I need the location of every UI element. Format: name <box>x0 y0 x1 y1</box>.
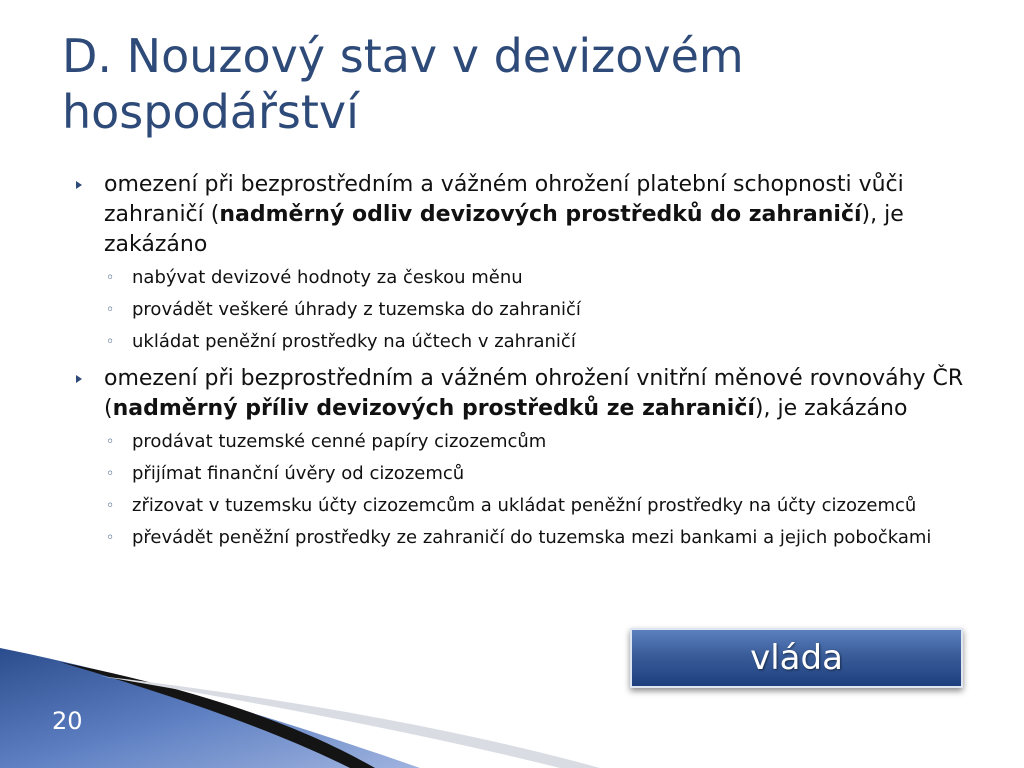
ring-bullet-icon: ◦ <box>106 530 115 546</box>
sub-item-text: přijímat finanční úvěry od cizozemců <box>132 463 465 484</box>
ring-bullet-icon: ◦ <box>106 334 115 350</box>
sub-item-text: prodávat tuzemské cenné papíry cizozemcům <box>132 431 547 452</box>
ring-bullet-icon: ◦ <box>106 270 115 286</box>
sub-item-text: ukládat peněžní prostředky na účtech v zahraničí <box>132 331 576 352</box>
bullet-text-start: omezení při bezprostředním a vážném ohrožení vnitřní měnové rovnováhy ČR ( <box>104 366 964 421</box>
bullet-text-end: ), je zakázáno <box>754 396 908 421</box>
sub-item-text: zřizovat v tuzemsku účty cizozemcům a ukládat peněžní prostředky na účty cizozemců <box>132 495 917 516</box>
ring-bullet-icon: ◦ <box>106 498 115 514</box>
sub-item-text: převádět peněžní prostředky ze zahraničí do tuzemska mezi bankami a jejich pobočkami <box>132 527 932 548</box>
vlada-button[interactable]: vláda <box>630 628 963 688</box>
sub-item-text: provádět veškeré úhrady z tuzemska do zahraničí <box>132 299 581 320</box>
page-number: 20 <box>52 707 83 735</box>
bullet-text-bold: nadměrný příliv devizových prostředků ze zahraničí <box>112 396 755 421</box>
ring-bullet-icon: ◦ <box>106 466 115 482</box>
bullet-text-bold: nadměrný odliv devizových prostředků do zahraničí <box>219 202 862 227</box>
bullet-text-end: ), je zakázáno <box>104 202 904 257</box>
sub-item-text: nabývat devizové hodnoty za českou měnu <box>132 267 523 288</box>
bullet-text-start: omezení při bezprostředním a vážném ohrožení platební schopnosti vůči zahraničí ( <box>104 172 904 227</box>
slide-title: D. Nouzový stav v devizovém hospodářství <box>62 29 744 139</box>
ring-bullet-icon: ◦ <box>106 434 115 450</box>
ring-bullet-icon: ◦ <box>106 302 115 318</box>
